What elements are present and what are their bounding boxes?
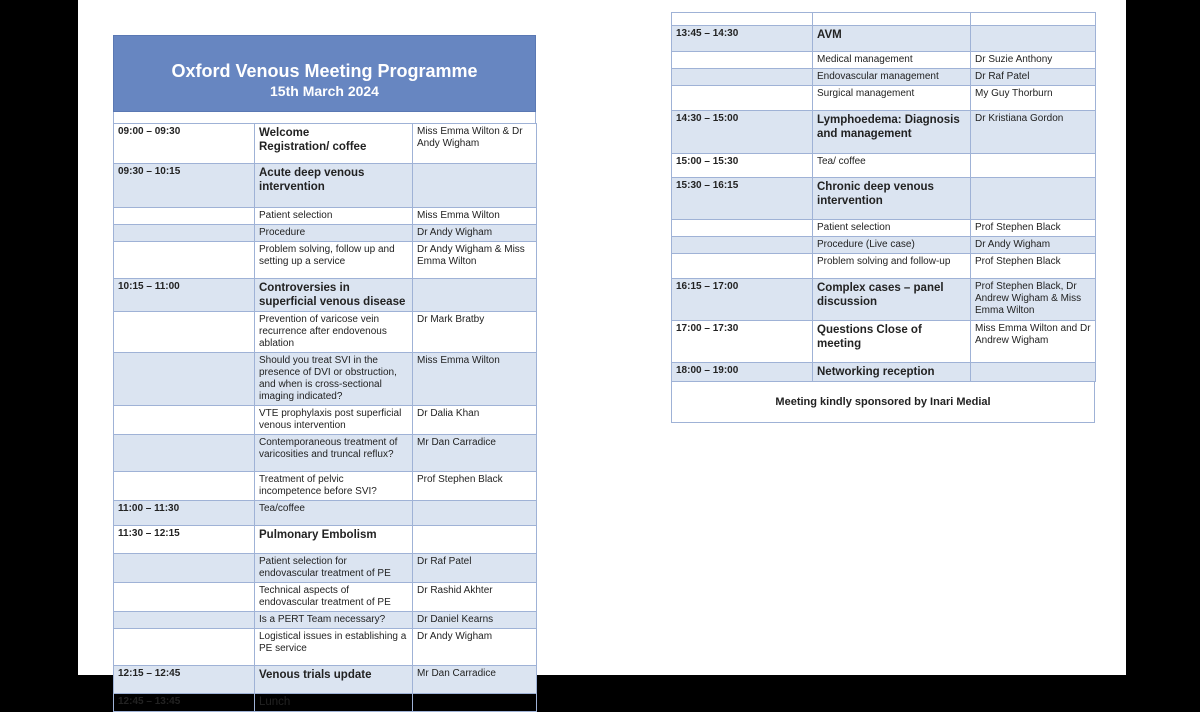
header-spacer <box>113 112 536 123</box>
session-cell: Procedure (Live case) <box>813 237 971 254</box>
time-cell <box>114 406 255 435</box>
session-cell: Surgical management <box>813 86 971 111</box>
speaker-cell <box>971 13 1096 26</box>
schedule-row <box>114 629 537 666</box>
speaker-cell <box>413 164 537 208</box>
speaker-cell: Dr Raf Patel <box>413 554 537 583</box>
time-cell <box>114 353 255 406</box>
speaker-cell <box>971 178 1096 220</box>
schedule-row <box>672 363 1096 382</box>
time-cell: 13:45 – 14:30 <box>672 26 813 52</box>
session-cell: Chronic deep venous intervention <box>813 178 971 220</box>
schedule-row <box>114 472 537 501</box>
speaker-cell <box>413 279 537 312</box>
time-cell <box>672 69 813 86</box>
time-cell <box>114 208 255 225</box>
schedule-row <box>114 554 537 583</box>
session-cell: Questions Close of meeting <box>813 321 971 363</box>
speaker-cell <box>971 363 1096 382</box>
speaker-cell <box>971 26 1096 52</box>
session-cell: Prevention of varicose vein recurrence after endovenous ablation <box>255 312 413 353</box>
schedule-row <box>114 225 537 242</box>
session-cell: Lunch <box>255 694 413 712</box>
programme-page-right <box>671 12 1095 423</box>
schedule-row <box>114 353 537 406</box>
session-cell: Contemporaneous treatment of varicosities and truncal reflux? <box>255 435 413 472</box>
time-cell <box>114 312 255 353</box>
time-cell: 11:30 – 12:15 <box>114 526 255 554</box>
programme-header <box>113 35 536 112</box>
session-cell: Tea/ coffee <box>813 154 971 178</box>
session-cell: Networking reception <box>813 363 971 382</box>
session-cell: Patient selection <box>813 220 971 237</box>
speaker-cell: Mr Dan Carradice <box>413 666 537 694</box>
schedule-row <box>672 321 1096 363</box>
speaker-cell: Miss Emma Wilton & Dr Andy Wigham <box>413 124 537 164</box>
time-cell: 12:45 – 13:45 <box>114 694 255 712</box>
schedule-row <box>672 111 1096 154</box>
speaker-cell <box>413 501 537 526</box>
session-cell: Endovascular management <box>813 69 971 86</box>
session-cell: Procedure <box>255 225 413 242</box>
session-cell: Controversies in superficial venous disease <box>255 279 413 312</box>
schedule-row <box>114 208 537 225</box>
schedule-row <box>672 13 1096 26</box>
session-cell <box>813 13 971 26</box>
speaker-cell: Dr Andy Wigham <box>971 237 1096 254</box>
schedule-row <box>672 237 1096 254</box>
speaker-cell: Prof Stephen Black, Dr Andrew Wigham & Miss Emma Wilton <box>971 279 1096 321</box>
schedule-row <box>672 254 1096 279</box>
time-cell <box>114 612 255 629</box>
speaker-cell: Dr Andy Wigham <box>413 629 537 666</box>
session-cell: Problem solving, follow up and setting up a service <box>255 242 413 279</box>
speaker-cell: Miss Emma Wilton <box>413 208 537 225</box>
speaker-cell: Dr Andy Wigham <box>413 225 537 242</box>
time-cell <box>672 254 813 279</box>
time-cell: 15:30 – 16:15 <box>672 178 813 220</box>
schedule-row <box>114 583 537 612</box>
session-cell: VTE prophylaxis post superficial venous intervention <box>255 406 413 435</box>
speaker-cell: Prof Stephen Black <box>413 472 537 501</box>
schedule-table-right <box>671 12 1096 382</box>
session-cell: Treatment of pelvic incompetence before SVI? <box>255 472 413 501</box>
sponsor-note: Meeting kindly sponsored by Inari Medial <box>671 382 1095 423</box>
programme-title: Oxford Venous Meeting Programme <box>171 61 478 81</box>
schedule-row <box>114 124 537 164</box>
session-cell: Welcome Registration/ coffee <box>255 124 413 164</box>
schedule-row <box>672 52 1096 69</box>
time-cell <box>114 472 255 501</box>
speaker-cell <box>971 154 1096 178</box>
schedule-row <box>114 694 537 712</box>
time-cell: 10:15 – 11:00 <box>114 279 255 312</box>
speaker-cell: Mr Dan Carradice <box>413 435 537 472</box>
session-cell: Acute deep venous intervention <box>255 164 413 208</box>
session-cell: Patient selection <box>255 208 413 225</box>
time-cell: 12:15 – 12:45 <box>114 666 255 694</box>
time-cell: 15:00 – 15:30 <box>672 154 813 178</box>
speaker-cell: Miss Emma Wilton <box>413 353 537 406</box>
session-cell: Is a PERT Team necessary? <box>255 612 413 629</box>
schedule-row <box>114 164 537 208</box>
time-cell <box>672 86 813 111</box>
schedule-row <box>114 612 537 629</box>
session-cell: Technical aspects of endovascular treatment of PE <box>255 583 413 612</box>
programme-page-left <box>113 35 536 708</box>
time-cell <box>672 13 813 26</box>
speaker-cell: Dr Rashid Akhter <box>413 583 537 612</box>
schedule-row <box>114 501 537 526</box>
schedule-row <box>672 154 1096 178</box>
session-cell: Complex cases – panel discussion <box>813 279 971 321</box>
schedule-row <box>114 526 537 554</box>
schedule-row <box>672 26 1096 52</box>
session-cell: Tea/coffee <box>255 501 413 526</box>
schedule-row <box>672 69 1096 86</box>
programme-date: 15th March 2024 <box>270 83 379 99</box>
time-cell <box>114 242 255 279</box>
session-cell: Patient selection for endovascular treatment of PE <box>255 554 413 583</box>
schedule-row <box>114 279 537 312</box>
schedule-row <box>114 312 537 353</box>
speaker-cell <box>413 526 537 554</box>
time-cell <box>672 52 813 69</box>
schedule-row <box>114 406 537 435</box>
speaker-cell: Miss Emma Wilton and Dr Andrew Wigham <box>971 321 1096 363</box>
schedule-row <box>672 220 1096 237</box>
time-cell <box>114 225 255 242</box>
session-cell: AVM <box>813 26 971 52</box>
time-cell: 17:00 – 17:30 <box>672 321 813 363</box>
speaker-cell: Dr Raf Patel <box>971 69 1096 86</box>
schedule-row <box>114 666 537 694</box>
time-cell: 09:00 – 09:30 <box>114 124 255 164</box>
speaker-cell <box>413 694 537 712</box>
time-cell <box>672 237 813 254</box>
time-cell <box>672 220 813 237</box>
speaker-cell: Prof Stephen Black <box>971 254 1096 279</box>
speaker-cell: My Guy Thorburn <box>971 86 1096 111</box>
session-cell: Medical management <box>813 52 971 69</box>
session-cell: Should you treat SVI in the presence of DVI or obstruction, and when is cross-sectional imaging indicated? <box>255 353 413 406</box>
time-cell: 16:15 – 17:00 <box>672 279 813 321</box>
schedule-row <box>672 86 1096 111</box>
speaker-cell: Dr Suzie Anthony <box>971 52 1096 69</box>
speaker-cell: Dr Dalia Khan <box>413 406 537 435</box>
schedule-row <box>672 279 1096 321</box>
schedule-row <box>114 435 537 472</box>
speaker-cell: Prof Stephen Black <box>971 220 1096 237</box>
session-cell: Lymphoedema: Diagnosis and management <box>813 111 971 154</box>
session-cell: Problem solving and follow-up <box>813 254 971 279</box>
speaker-cell: Dr Daniel Kearns <box>413 612 537 629</box>
session-cell: Venous trials update <box>255 666 413 694</box>
time-cell: 09:30 – 10:15 <box>114 164 255 208</box>
session-cell: Pulmonary Embolism <box>255 526 413 554</box>
time-cell: 18:00 – 19:00 <box>672 363 813 382</box>
session-cell: Logistical issues in establishing a PE service <box>255 629 413 666</box>
time-cell <box>114 554 255 583</box>
speaker-cell: Dr Andy Wigham & Miss Emma Wilton <box>413 242 537 279</box>
speaker-cell: Dr Mark Bratby <box>413 312 537 353</box>
speaker-cell: Dr Kristiana Gordon <box>971 111 1096 154</box>
schedule-table-left <box>113 123 537 712</box>
time-cell <box>114 583 255 612</box>
time-cell <box>114 629 255 666</box>
time-cell: 11:00 – 11:30 <box>114 501 255 526</box>
schedule-row <box>672 178 1096 220</box>
time-cell: 14:30 – 15:00 <box>672 111 813 154</box>
time-cell <box>114 435 255 472</box>
schedule-row <box>114 242 537 279</box>
